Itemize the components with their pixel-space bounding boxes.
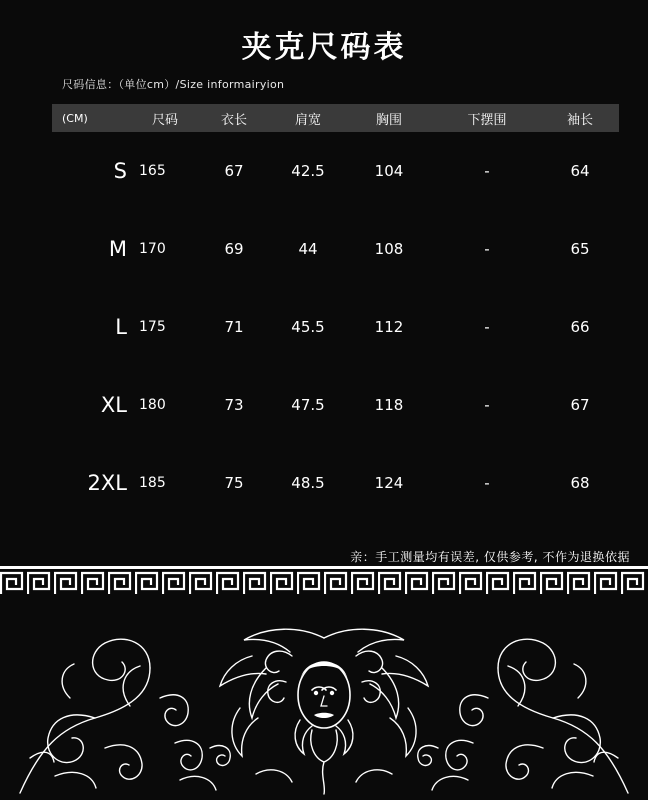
greek-key-icon bbox=[0, 569, 648, 595]
cell-shoulder: 48.5 bbox=[291, 474, 325, 492]
page-title: 夹克尺码表 bbox=[241, 30, 407, 65]
col-header-length: 衣长 bbox=[197, 104, 271, 132]
table-row bbox=[52, 210, 619, 288]
cell-size-label: XL bbox=[100, 393, 127, 417]
col-header-size: 尺码 bbox=[133, 104, 197, 132]
col-header-hem: 下摆围 bbox=[433, 104, 541, 132]
cell-hem: - bbox=[484, 396, 490, 414]
cell-hem: - bbox=[484, 318, 490, 336]
cell-size-label: L bbox=[115, 315, 127, 339]
table-header-row bbox=[52, 104, 619, 132]
cell-shoulder: 44 bbox=[298, 240, 318, 258]
size-table-body bbox=[52, 132, 619, 522]
cell-shoulder: 45.5 bbox=[291, 318, 325, 336]
col-header-unit: (CM) bbox=[52, 104, 133, 132]
cell-hem: - bbox=[484, 162, 490, 180]
cell-size-number: 170 bbox=[139, 241, 166, 257]
cell-chest: 124 bbox=[374, 474, 404, 492]
cell-size-label: 2XL bbox=[87, 471, 127, 495]
cell-hem: - bbox=[484, 240, 490, 258]
cell-shoulder: 47.5 bbox=[291, 396, 325, 414]
cell-chest: 118 bbox=[374, 396, 404, 414]
cell-sleeve: 67 bbox=[570, 396, 590, 414]
cell-length: 73 bbox=[224, 396, 244, 414]
cell-length: 71 bbox=[224, 318, 244, 336]
size-table-container bbox=[52, 104, 596, 522]
size-table-head bbox=[52, 104, 619, 132]
table-row bbox=[52, 288, 619, 366]
cell-chest: 108 bbox=[374, 240, 404, 258]
cell-sleeve: 68 bbox=[570, 474, 590, 492]
cell-size-label: M bbox=[108, 237, 127, 261]
medusa-baroque-ornament bbox=[0, 598, 648, 800]
cell-size-number: 180 bbox=[139, 397, 166, 413]
size-table bbox=[52, 104, 619, 522]
col-header-sleeve: 袖长 bbox=[541, 104, 619, 132]
cell-sleeve: 65 bbox=[570, 240, 590, 258]
cell-size-number: 175 bbox=[139, 319, 166, 335]
col-header-chest: 胸围 bbox=[345, 104, 433, 132]
cell-chest: 104 bbox=[374, 162, 404, 180]
cell-sleeve: 66 bbox=[570, 318, 590, 336]
cell-shoulder: 42.5 bbox=[291, 162, 325, 180]
cell-size-number: 185 bbox=[139, 475, 166, 491]
cell-length: 69 bbox=[224, 240, 244, 258]
size-info-subtitle: 尺码信息：（单位cm）/Size informairyion bbox=[62, 78, 285, 91]
table-row bbox=[52, 366, 619, 444]
measurement-disclaimer: 亲：手工测量均有误差, 仅供参考, 不作为退换依据 bbox=[350, 550, 630, 564]
table-row bbox=[52, 132, 619, 210]
cell-size-number: 165 bbox=[139, 163, 166, 179]
cell-sleeve: 64 bbox=[570, 162, 590, 180]
cell-hem: - bbox=[484, 474, 490, 492]
cell-length: 75 bbox=[224, 474, 244, 492]
col-header-shoulder: 肩宽 bbox=[271, 104, 345, 132]
table-row bbox=[52, 444, 619, 522]
ornament-illustration bbox=[0, 598, 648, 800]
cell-length: 67 bbox=[224, 162, 244, 180]
cell-size-label: S bbox=[113, 159, 127, 183]
cell-chest: 112 bbox=[374, 318, 404, 336]
